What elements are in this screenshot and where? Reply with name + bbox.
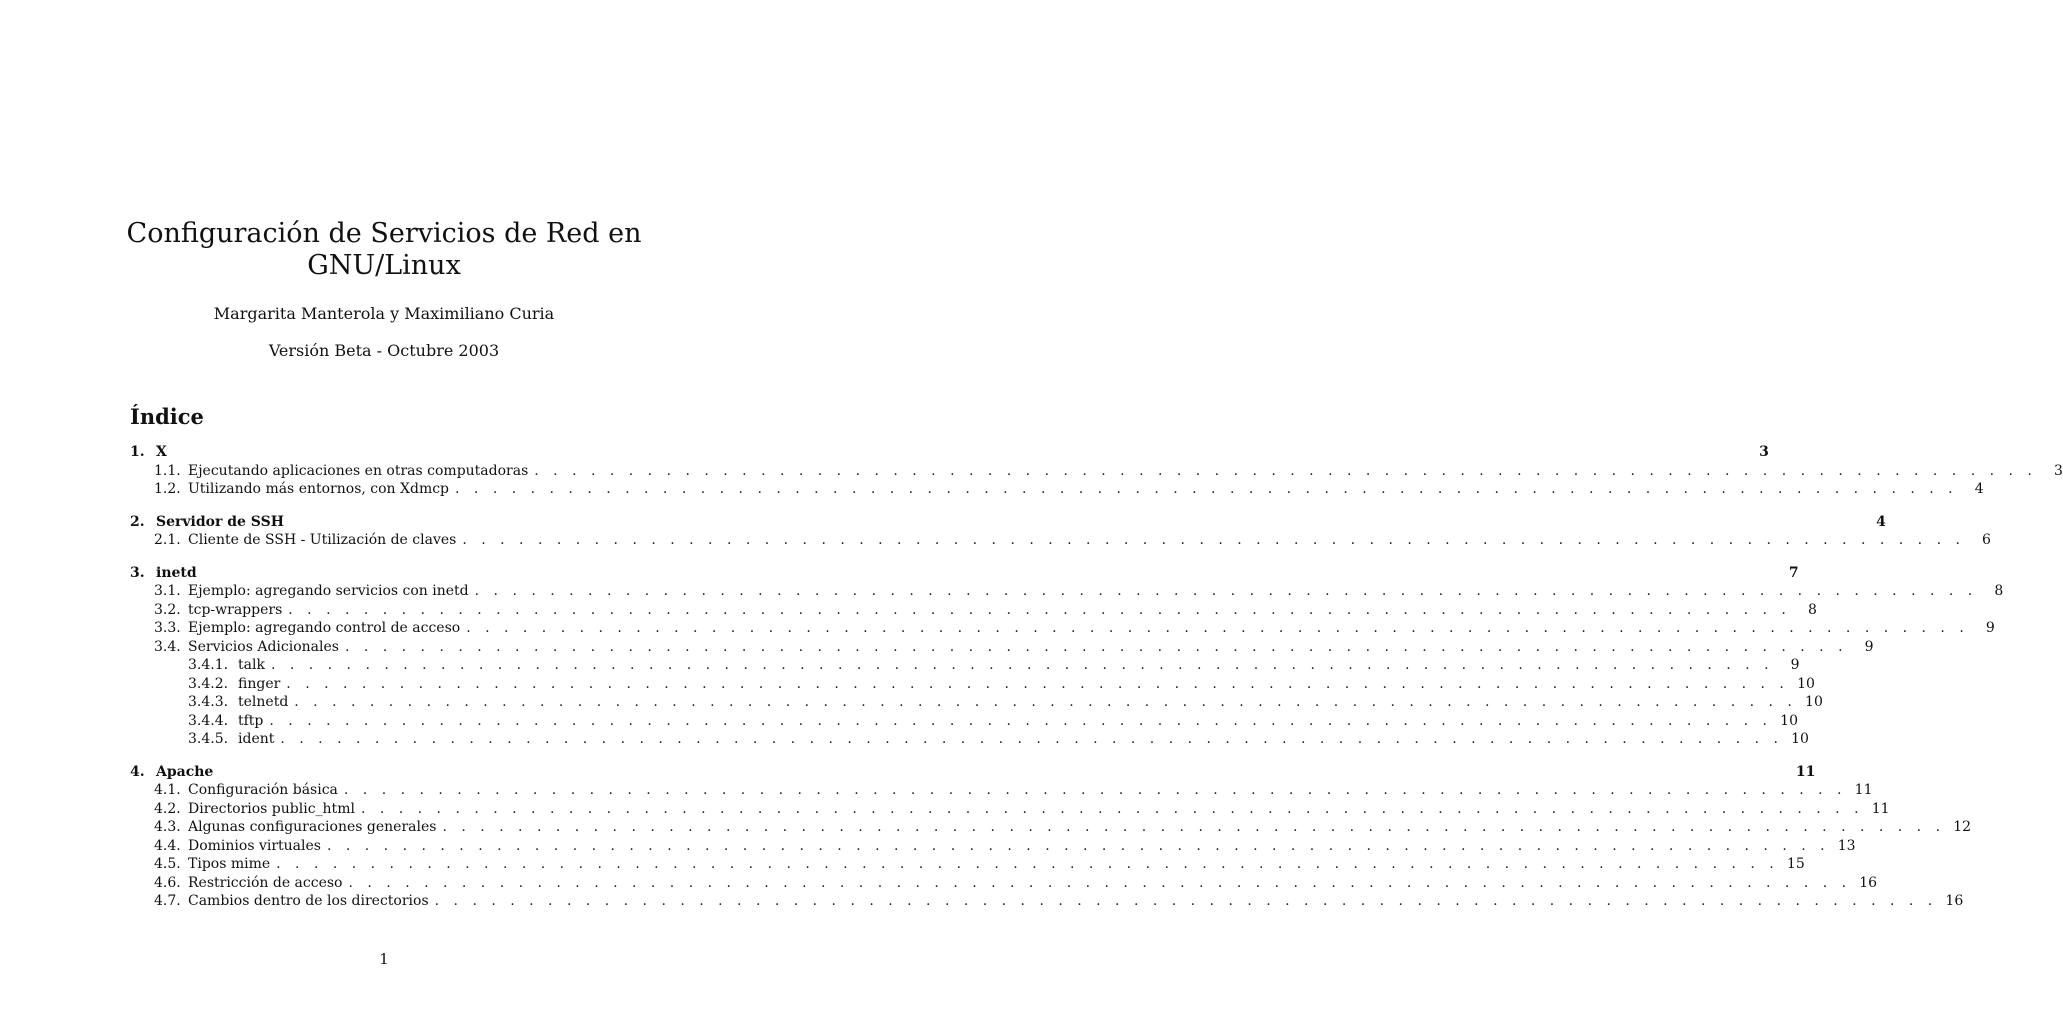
toc-entry-title: finger: [238, 675, 281, 692]
toc-entry-number: 4.3.: [154, 819, 181, 835]
toc-leader-dots: . . . . . . . . . . . . . . . . . . . . . . . . . . . . . . . . . . . . . . . . . . . . . . . . . . . . . . . . . . . . . . . . . . . . . . . . . . . . . . . .: [294, 694, 1797, 710]
toc-entry-title: Restricción de acceso: [188, 874, 343, 891]
toc-entry-number: 4.6.: [154, 874, 181, 891]
document-title: [0, 218, 768, 282]
toc-entry-title: Dominios virtuales: [188, 837, 321, 854]
toc-entry[interactable]: [130, 638, 1874, 657]
toc-leader-dots: . . . . . . . . . . . . . . . . . . . . . . . . . . . . . . . . . . . . . . . . . . . . . . . . . . . . . . . . . . . . . . . . . . . . . . . . . . . . . . . .: [270, 657, 1774, 673]
toc-entry-number: 4.5.: [154, 856, 181, 872]
version-date: Versión Beta - Octubre 2003: [268, 341, 500, 360]
toc-entry-number: 3.4.3.: [188, 694, 229, 710]
toc-leader-dots: . . . . . . . . . . . . . . . . . . . . . . . . . . . . . . . . . . . . . . . . . . . . . . . . . . . . . . . . . . . . . . . . . . . . . . . . . . . . . . . .: [434, 893, 1938, 909]
toc-entry-title: tftp: [238, 712, 264, 729]
toc-entry[interactable]: [130, 837, 1856, 856]
toc-leader-dots: . . . . . . . . . . . . . . . . . . . . . . . . . . . . . . . . . . . . . . . . . . . . . . . . . . . . . . . . . . . . . . . . . . . . . . . . . . . . . . . .: [343, 782, 1847, 798]
toc-entry-page: 9: [1985, 620, 1995, 636]
toc-entry-page: 7: [1788, 564, 1799, 581]
toc-entry-title: Utilizando más entornos, con Xdmcp: [188, 481, 450, 497]
toc-entry-page: 4: [1974, 481, 1984, 497]
toc-entry[interactable]: [130, 656, 1800, 675]
toc-entry-page: 9: [1790, 657, 1800, 673]
toc-entry-number: 2.1.: [154, 532, 181, 548]
toc-entry-page: 11: [1854, 782, 1873, 798]
toc-entry-title: X: [156, 444, 167, 460]
table-of-contents: [130, 443, 2063, 925]
toc-entry-title: telnetd: [238, 694, 289, 710]
toc-leader-dots: . . . . . . . . . . . . . . . . . . . . . . . . . . . . . . . . . . . . . . . . . . . . . . . . . . . . . . . . . . . . . . . . . . . . . . . . . . . . . . . .: [269, 712, 1772, 729]
toc-leader-dots: . . . . . . . . . . . . . . . . . . . . . . . . . . . . . . . . . . . . . . . . . . . . . . . . . . . . . . . . . . . . . . . . . . . . . . . . . . . . . . . .: [280, 731, 1783, 747]
toc-entry[interactable]: [130, 712, 1798, 731]
title-line-1: Configuración de Servicios de Red en: [126, 218, 642, 249]
authors: Margarita Manterola y Maximiliano Curia: [213, 304, 555, 323]
toc-leader-dots: . . . . . . . . . . . . . . . . . . . . . . . . . . . . . . . . . . . . . . . . . . . . . . . . . . . . . . . . . . . . . . . . . . . . . . . . . . . . . . . .: [344, 638, 1848, 655]
toc-entry-title: Ejemplo: agregando servicios con inetd: [188, 583, 469, 599]
toc-entry-number: 3.2.: [154, 601, 181, 618]
toc-entry-number: 3.4.2.: [188, 675, 229, 692]
toc-leader-dots: . . . . . . . . . . . . . . . . . . . . . . . . . . . . . . . . . . . . . . . . . . . . . . . . . . . . . . . . . . . . . . . . . . . . . . . . . . . . . . . .: [455, 481, 1958, 497]
toc-entry-title: tcp-wrappers: [188, 601, 283, 618]
toc-section: [130, 443, 2063, 499]
toc-entry-number: 3.3.: [154, 620, 181, 636]
toc-section: [130, 564, 2004, 749]
toc-entry-page: 10: [1805, 694, 1823, 710]
toc-entry-title: Servidor de SSH: [156, 513, 284, 530]
title-line-2: GNU/Linux: [307, 250, 461, 281]
toc-leader-dots: . . . . . . . . . . . . . . . . . . . . . . . . . . . . . . . . . . . . . . . . . . . . . . . . . . . . . . . . . . . . . . . . . . . . . . . . . . . . . . . .: [288, 601, 1791, 618]
toc-entry-title: Ejemplo: agregando control de acceso: [188, 620, 461, 636]
toc-entry-title: Apache: [156, 763, 214, 780]
toc-leader-dots: . . . . . . . . . . . . . . . . . . . . . . . . . . . . . . . . . . . . . . . . . . . . . . . . . . . . . . . . . . . . . . . . . . . . . . . . . . . . . . . .: [462, 532, 1965, 548]
toc-entry[interactable]: [130, 601, 1817, 620]
toc-entry-title: Ejecutando aplicaciones en otras computadoras: [188, 462, 529, 479]
toc-entry-number: 4.4.: [154, 837, 181, 854]
toc-entry-title: Directorios public_html: [188, 800, 355, 817]
toc-entry-page: 10: [1780, 712, 1798, 729]
toc-entry[interactable]: [130, 874, 1878, 893]
toc-entry-number: 4.7.: [154, 893, 181, 909]
toc-leader-dots: . . . . . . . . . . . . . . . . . . . . . . . . . . . . . . . . . . . . . . . . . . . . . . . . . . . . . . . . . . . . . . . . . . . . . . . . . . . . . . . .: [466, 620, 1969, 636]
toc-leader-dots: . . . . . . . . . . . . . . . . . . . . . . . . . . . . . . . . . . . . . . . . . . . . . . . . . . . . . . . . . . . . . . . . . . . . . . . . . . . . . . . .: [360, 800, 1864, 817]
toc-entry[interactable]: [130, 763, 1816, 782]
toc-leader-dots: . . . . . . . . . . . . . . . . . . . . . . . . . . . . . . . . . . . . . . . . . . . . . . . . . . . . . . . . . . . . . . . . . . . . . . . . . . . . . . . .: [474, 583, 1978, 599]
toc-entry[interactable]: [130, 582, 2004, 601]
toc-entry-page: 15: [1786, 856, 1805, 872]
toc-entry-title: Tipos mime: [188, 856, 271, 872]
toc-entry-number: 1.2.: [154, 481, 181, 497]
toc-entry-title: Configuración básica: [188, 782, 338, 798]
toc-entry[interactable]: [130, 892, 1964, 911]
toc-entry-page: 11: [1795, 763, 1816, 780]
toc-entry[interactable]: [130, 513, 1886, 532]
toc-entry[interactable]: [130, 675, 1815, 694]
toc-entry-title: ident: [238, 731, 275, 747]
toc-entry-page: 11: [1871, 800, 1890, 817]
toc-leader-dots: . . . . . . . . . . . . . . . . . . . . . . . . . . . . . . . . . . . . . . . . . . . . . . . . . . . . . . . . . . . . . . . . . . . . . . . . . . . . . . . .: [286, 675, 1789, 692]
toc-entry-number: 3.4.4.: [188, 712, 229, 729]
toc-entry-title: Servicios Adicionales: [188, 638, 339, 655]
toc-entry-number: 3.1.: [154, 583, 181, 599]
toc-entry-number: 2.: [130, 513, 145, 530]
toc-entry-number: 3.4.1.: [188, 657, 229, 673]
toc-entry-page: 3: [2053, 462, 2063, 479]
toc-entry[interactable]: [130, 619, 1995, 638]
toc-leader-dots: . . . . . . . . . . . . . . . . . . . . . . . . . . . . . . . . . . . . . . . . . . . . . . . . . . . . . . . . . . . . . . . . . . . . . . . . . . . . . . . .: [348, 874, 1852, 891]
toc-entry-number: 3.4.: [154, 638, 181, 655]
toc-entry-number: 4.2.: [154, 800, 181, 817]
toc-entry-number: 1.: [130, 444, 145, 460]
toc-entry-title: Cambios dentro de los directorios: [188, 893, 429, 909]
toc-entry[interactable]: [130, 564, 1799, 583]
toc-heading: Índice: [130, 404, 204, 429]
toc-entry-page: 10: [1797, 675, 1815, 692]
toc-entry-page: 4: [1876, 513, 1886, 530]
toc-leader-dots: . . . . . . . . . . . . . . . . . . . . . . . . . . . . . . . . . . . . . . . . . . . . . . . . . . . . . . . . . . . . . . . . . . . . . . . . . . . . . . . .: [326, 837, 1830, 854]
toc-entry-number: 3.4.5.: [188, 731, 229, 747]
toc-entry-title: Cliente de SSH - Utilización de claves: [188, 532, 457, 548]
toc-entry[interactable]: [130, 443, 1769, 462]
toc-entry-page: 10: [1791, 731, 1809, 747]
toc-entry-title: Algunas configuraciones generales: [188, 819, 437, 835]
toc-entry-page: 8: [1807, 601, 1817, 618]
toc-entry[interactable]: [130, 818, 1972, 837]
toc-entry-number: 3.: [130, 564, 145, 581]
toc-entry[interactable]: [130, 800, 1890, 819]
toc-entry-page: 9: [1864, 638, 1874, 655]
toc-entry[interactable]: [130, 781, 1873, 800]
page-number: 1: [379, 950, 389, 968]
toc-leader-dots: . . . . . . . . . . . . . . . . . . . . . . . . . . . . . . . . . . . . . . . . . . . . . . . . . . . . . . . . . . . . . . . . . . . . . . . . . . . . . . . .: [276, 856, 1779, 872]
toc-entry[interactable]: [130, 855, 1805, 874]
toc-entry-number: 4.: [130, 763, 145, 780]
toc-leader-dots: . . . . . . . . . . . . . . . . . . . . . . . . . . . . . . . . . . . . . . . . . . . . . . . . . . . . . . . . . . . . . . . . . . . . . . . . . . . . . . . .: [534, 462, 2037, 479]
toc-entry-page: 13: [1837, 837, 1856, 854]
toc-entry-page: 8: [1994, 583, 2004, 599]
toc-entry[interactable]: [130, 693, 1823, 712]
toc-entry-number: 1.1.: [154, 462, 181, 479]
toc-entry-page: 6: [1982, 532, 1991, 548]
toc-entry-number: 4.1.: [154, 782, 181, 798]
toc-entry[interactable]: [130, 480, 1984, 499]
toc-entry-page: 16: [1945, 893, 1964, 909]
toc-entry[interactable]: [130, 730, 1809, 749]
toc-section: [130, 513, 1991, 550]
toc-entry-page: 16: [1859, 874, 1878, 891]
toc-entry[interactable]: [130, 462, 2063, 481]
toc-entry-title: talk: [238, 657, 265, 673]
toc-entry-title: inetd: [156, 564, 197, 581]
toc-section: [130, 763, 1972, 911]
toc-entry-page: 3: [1759, 444, 1769, 460]
toc-leader-dots: . . . . . . . . . . . . . . . . . . . . . . . . . . . . . . . . . . . . . . . . . . . . . . . . . . . . . . . . . . . . . . . . . . . . . . . . . . . . . . . .: [442, 819, 1946, 835]
toc-entry-page: 12: [1953, 819, 1972, 835]
toc-entry[interactable]: [130, 531, 1991, 550]
